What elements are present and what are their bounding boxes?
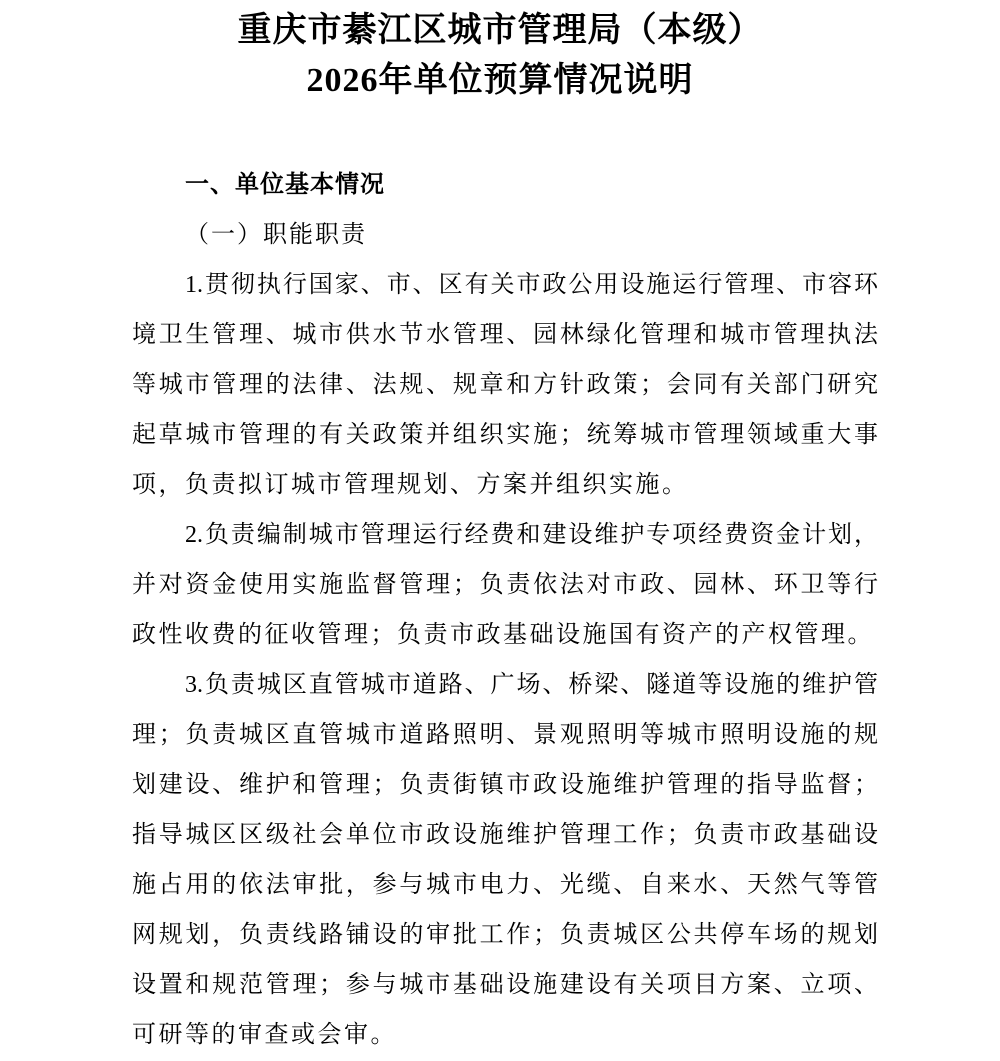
document-title-line1: 重庆市綦江区城市管理局（本级） bbox=[237, 12, 763, 49]
section-heading-basic-info: 一、单位基本情况 bbox=[185, 171, 385, 198]
text-line: 等城市管理的法律、法规、规章和方针政策；会同有关部门研究 bbox=[132, 372, 878, 398]
text-line: 指导城区区级社会单位市政设施维护管理工作；负责市政基础设 bbox=[132, 822, 878, 848]
paragraph-duty-1 bbox=[132, 260, 878, 510]
text-line: 1.贯彻执行国家、市、区有关市政公用设施运行管理、市容环 bbox=[185, 272, 878, 298]
paragraph-duty-3 bbox=[132, 660, 878, 1060]
text-line: 起草城市管理的有关政策并组织实施；统筹城市管理领域重大事 bbox=[132, 422, 878, 448]
text-line: 网规划，负责线路铺设的审批工作；负责城区公共停车场的规划 bbox=[132, 922, 878, 948]
text-line: 境卫生管理、城市供水节水管理、园林绿化管理和城市管理执法 bbox=[132, 322, 878, 348]
document-body bbox=[0, 160, 1000, 1060]
text-line: 3.负责城区直管城市道路、广场、桥梁、隧道等设施的维护管 bbox=[185, 672, 878, 698]
document-title bbox=[0, 0, 1000, 106]
document-title-line2: 2026年单位预算情况说明 bbox=[306, 62, 694, 99]
sub-heading-duties: （一）职能职责 bbox=[185, 222, 367, 248]
text-line: 政性收费的征收管理；负责市政基础设施国有资产的产权管理。 bbox=[132, 622, 874, 648]
text-line: 划建设、维护和管理；负责街镇市政设施维护管理的指导监督； bbox=[132, 772, 878, 798]
text-line: 并对资金使用实施监督管理；负责依法对市政、园林、环卫等行 bbox=[132, 572, 878, 598]
text-line: 理；负责城区直管城市道路照明、景观照明等城市照明设施的规 bbox=[132, 722, 878, 748]
text-line: 设置和规范管理；参与城市基础设施建设有关项目方案、立项、 bbox=[132, 972, 878, 998]
text-line: 项，负责拟订城市管理规划、方案并组织实施。 bbox=[132, 472, 689, 498]
text-line: 可研等的审查或会审。 bbox=[132, 1022, 397, 1048]
text-line: 施占用的依法审批，参与城市电力、光缆、自来水、天然气等管 bbox=[132, 872, 878, 898]
paragraph-duty-2 bbox=[132, 510, 878, 660]
text-line: 2.负责编制城市管理运行经费和建设维护专项经费资金计划， bbox=[185, 522, 878, 548]
